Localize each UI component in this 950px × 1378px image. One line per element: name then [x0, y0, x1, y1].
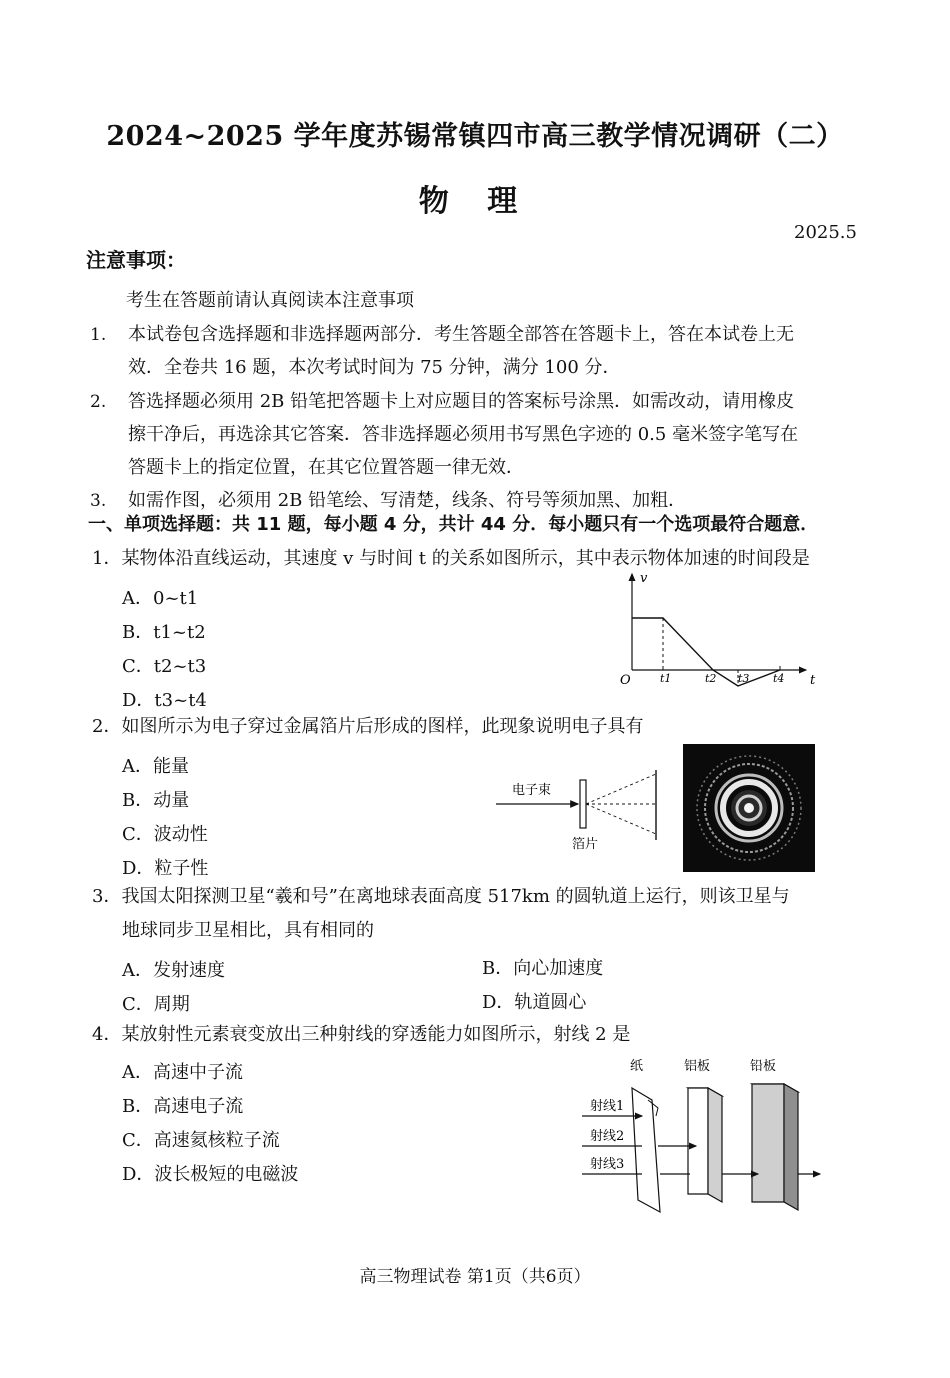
aluminum-label: 铝板 — [684, 1059, 711, 1074]
q1-option-b[interactable]: B．t1~t2 — [122, 622, 206, 643]
q3-option-a[interactable]: A．发射速度 — [122, 960, 225, 981]
aluminum-plate-front — [688, 1088, 708, 1194]
diffraction-pattern-image — [683, 744, 815, 872]
q1-stem: 1．某物体沿直线运动，其速度 v 与时间 t 的关系如图所示，其中表示物体加速的时间段是 — [92, 548, 810, 569]
notice-line: 答题卡上的指定位置，在其它位置答题一律无效． — [128, 457, 524, 478]
lead-block-side — [784, 1084, 798, 1210]
q1-option-a[interactable]: A．0~t1 — [122, 588, 199, 609]
q4-option-d[interactable]: D．波长极短的电磁波 — [122, 1164, 299, 1185]
t2-label: t2 — [705, 672, 717, 685]
q4-option-b[interactable]: B．高速电子流 — [122, 1096, 244, 1117]
page-footer: 高三物理试卷 第1页（共6页） — [359, 1267, 591, 1287]
aluminum-plate-side — [708, 1088, 722, 1202]
notice-line: 如需作图，必须用 2B 铅笔绘、写清楚，线条、符号等须加黑、加粗． — [128, 490, 687, 511]
exam-date: 2025.5 — [794, 222, 857, 243]
q2-option-c[interactable]: C．波动性 — [122, 824, 208, 845]
t3-label: t3 — [738, 672, 750, 685]
v-axis-label: v — [640, 571, 648, 586]
q2-option-a[interactable]: A．能量 — [122, 756, 189, 777]
notice-line: 效．全卷共 16 题，本次考试时间为 75 分钟，满分 100 分． — [128, 357, 621, 378]
notice-item-num: 2. — [90, 392, 107, 412]
lead-block-front — [752, 1084, 784, 1202]
t-axis-label: t — [810, 673, 816, 688]
lead-label: 铅板 — [750, 1059, 777, 1074]
foil-label: 箔片 — [572, 837, 599, 852]
q4-option-c[interactable]: C．高速氦核粒子流 — [122, 1130, 280, 1151]
q4-option-a[interactable]: A．高速中子流 — [122, 1062, 243, 1083]
ray2-label: 射线2 — [590, 1129, 625, 1144]
q3-stem-line2: 地球同步卫星相比，具有相同的 — [122, 920, 374, 941]
beam-label: 电子束 — [512, 783, 552, 798]
t4-label: t4 — [773, 672, 785, 685]
notice-item-num: 1. — [90, 325, 107, 345]
ray3-label: 射线3 — [590, 1157, 625, 1172]
q4-stem: 4．某放射性元素衰变放出三种射线的穿透能力如图所示，射线 2 是 — [92, 1024, 631, 1045]
notice-line: 本试卷包含选择题和非选择题两部分．考生答题全部答在答题卡上，答在本试卷上无 — [128, 324, 794, 345]
t1-label: t1 — [660, 672, 672, 685]
foil — [580, 780, 586, 828]
notice-item-num: 3. — [90, 491, 107, 511]
origin-label: O — [620, 673, 631, 688]
q3-option-b[interactable]: B．向心加速度 — [482, 958, 604, 979]
q2-stem: 2．如图所示为电子穿过金属箔片后形成的图样，此现象说明电子具有 — [92, 716, 644, 737]
electron-diffraction-setup — [490, 770, 665, 860]
exam-title: 2024~2025 学年度苏锡常镇四市高三教学情况调研（二） — [106, 121, 844, 152]
paper-label: 纸 — [630, 1059, 644, 1074]
velocity-time-graph — [610, 566, 830, 694]
ray1-label: 射线1 — [590, 1099, 625, 1114]
notice-line: 答选择题必须用 2B 铅笔把答题卡上对应题目的答案标号涂黑．如需改动，请用橡皮 — [128, 391, 795, 412]
q1-option-c[interactable]: C．t2~t3 — [122, 656, 207, 677]
q3-option-c[interactable]: C．周期 — [122, 994, 190, 1015]
notice-heading: 注意事项： — [86, 248, 186, 272]
q1-option-d[interactable]: D．t3~t4 — [122, 690, 207, 711]
notice-intro: 考生在答题前请认真阅读本注意事项 — [126, 290, 414, 311]
subject-title: 物 理 — [418, 184, 532, 219]
section-heading: 一、单项选择题：共 11 题，每小题 4 分，共计 44 分．每小题只有一个选项最符合题意． — [88, 514, 819, 535]
notice-line: 擦干净后，再选涂其它答案．答非选择题必须用书写黑色字迹的 0.5 毫米签字笔写在 — [128, 424, 799, 445]
q2-option-d[interactable]: D．粒子性 — [122, 858, 209, 879]
q3-stem-line1: 3．我国太阳探测卫星“羲和号”在离地球表面高度 517km 的圆轨道上运行，则该卫星与 — [92, 886, 790, 907]
radiation-penetration-diagram — [576, 1054, 826, 1224]
q2-option-b[interactable]: B．动量 — [122, 790, 190, 811]
q3-option-d[interactable]: D．轨道圆心 — [482, 992, 587, 1013]
